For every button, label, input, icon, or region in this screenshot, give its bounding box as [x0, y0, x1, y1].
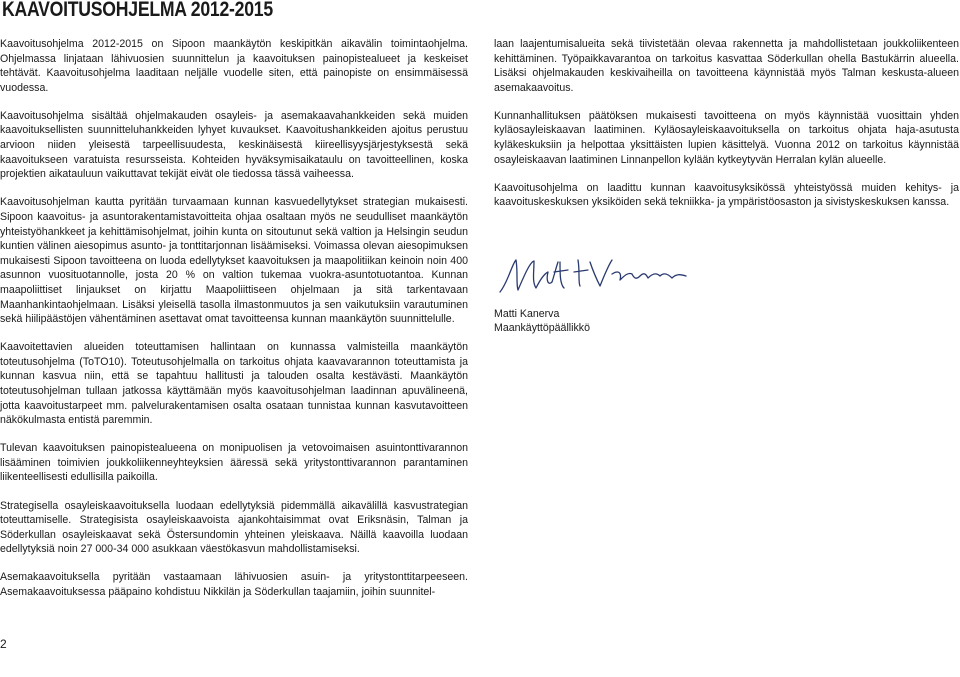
right-column [494, 37, 959, 223]
page-title: KAAVOITUSOHJELMA 2012-2015 [2, 0, 273, 21]
signatory-title: Maankäyttöpäällikkö [494, 322, 590, 334]
left-column [0, 37, 468, 613]
paragraph: Kaavoitusohjelman kautta pyritään turvaamaan kunnan kasvuedellytykset strategian mukaisesti. Sipoon kaavoitus- ja asuntorakentamistavoitteita ohjaa osaltaan myös ne seudulliset maankäytön yhteistyöhankkeet ja kehittämisohjelmat, joihin kunta on sitoutunut sekä valtion ja Helsingin seudun kuntien välinen aiesopimus asunto- ja tonttitarjonnan lisäämiseksi. Voimassa olevan aiesopimuksen mukaisesti Sipoon tavoitteena on luoda edellytykset kaavoituksen ja maapolitiikan keinoin noin 400 asunnon vuosituotannolle, josta 20 % on valtion tukemaa vuokra-asuntotuotantoa. Kunnan maapoliittiset linjaukset on kirjattu Maapoliittiseen ohjelmaan ja sitä tarkentavaan Maanhankintaohjelmaan. Lisäksi yleisellä tasolla ilmastonmuutos ja sen vaikutuksiin varautuminen sekä hiilipäästöjen vähentäminen asettavat omat tavoitteensa kunnan maankäytön suunnittelulle. [0, 196, 468, 326]
paragraph: laan laajentumisalueita sekä tiivistetään olevaa rakennetta ja mahdollistetaan joukkoliikenteen kehittäminen. Työpaikkavarantoa on tarkoitus kasvattaa Söderkullan ohella Bastukärrin alueella. Lisäksi ohjelmakauden keskivaiheilla on tavoitteena käynnistää myös Talman keskusta-alueen asemakaavoitus. [494, 38, 959, 94]
paragraph: Kunnanhallituksen päätöksen mukaisesti tavoitteena on myös käynnistää vuosittain yhden kyläosayleiskaavan laatiminen. Kyläosayleiskaavoituksella on tarkoitus ohjata haja-asutusta kyläkeskuksiin ja helpottaa yksittäisten lupien käsittelyä. Vuonna 2012 on tarkoitus käynnistää osayleiskaavan laatiminen Linnanpellon kylään kytkeytyvän Herralan kylän alueelle. [494, 109, 959, 166]
paragraph: Tulevan kaavoituksen painopistealueena on monipuolisen ja vetovoimaisen asuintonttivarannon lisääminen toimivien joukkoliikenneyhteyksien ääressä sekä yritystonttivarannon parantaminen liikenteellisesti edullisilla paikoilla. [0, 442, 468, 484]
signature-image [494, 252, 694, 298]
page-number: 2 [0, 637, 7, 651]
paragraph: Kaavoitusohjelma sisältää ohjelmakauden osayleis- ja asemakaavahankkeiden sekä muiden kaavoituksellisten suunnitteluhankkeiden lyhyet kuvaukset. Kaavoitushankkeiden ajoitus perustuu arvioon niiden yleisestä tarpeellisuudesta, keskinäisestä kiireellisyysjärjestyksestä sekä kaavoitukseen varatuista resursseista. Kohteiden hyväksymisaikataulu on tavoitteellinen, koska projektien aikatauluun vaikuttavat tekijät eivät ole tiedossa tässä vaiheessa. [0, 109, 468, 181]
handwritten-signature [494, 252, 694, 298]
paragraph: Kaavoitusohjelma 2012-2015 on Sipoon maankäytön keskipitkän aikavälin toimintaohjelma. Ohjelmassa linjataan lähivuosien suunnittelun ja kaavoituksen painopistealueet ja keskeiset tehtävät. Kaavoitusohjelma laaditaan neljälle vuodelle siten, että painopiste on ensimmäisessä vuodessa. [0, 38, 468, 94]
paragraph: Kaavoitusohjelma on laadittu kunnan kaavoitusyksikössä yhteistyössä muiden kehitys- ja kaavoituskeskuksen yksiköiden sekä tekniikka- ja ympäristöosaston ja sivistyskeskuksen kanssa. [494, 181, 959, 209]
paragraph: Kaavoitettavien alueiden toteuttamisen hallintaan on kunnassa valmisteilla maankäytön toteutusohjelma (ToTO10). Toteutusohjelmalla on tarkoitus ohjata kaavavarannon toteuttamista ja kunnan kasvua niin, että se tapahtuu hallitusti ja talouden osalta kestävästi. Maankäytön toteutusohjelman tullaan jatkossa käyttämään myös kaavoitusohjelman laadinnan apuvälineenä, jotta kaavoitustarpeet mm. palvelurakentamisen osalta osataan tunnistaa kunnan kasvutavoitteen näkökulmasta entistä paremmin. [0, 341, 468, 427]
paragraph: Strategisella osayleiskaavoituksella luodaan edellytyksiä pidemmällä aikavälillä kasvustrategian toteuttamiselle. Strategisista osayleiskaavoista ajankohtaisimmat ovat Eriksnäsin, Talman ja Söderkullan osayleiskaavat sekä Östersundomin yhteinen yleiskaava. Näillä kaavoilla luodaan edellytyksiä noin 27 000-34 000 asukkaan väestökasvun mahdollistamiseksi. [0, 499, 468, 556]
paragraph: Asemakaavoituksella pyritään vastaamaan lähivuosien asuin- ja yritystonttitarpeeseen. Asemakaavoituksessa pääpaino kohdistuu Nikkilän ja Söderkullan taajamiin, joihin suunnitel- [0, 571, 468, 598]
signatory-name: Matti Kanerva [494, 308, 560, 320]
